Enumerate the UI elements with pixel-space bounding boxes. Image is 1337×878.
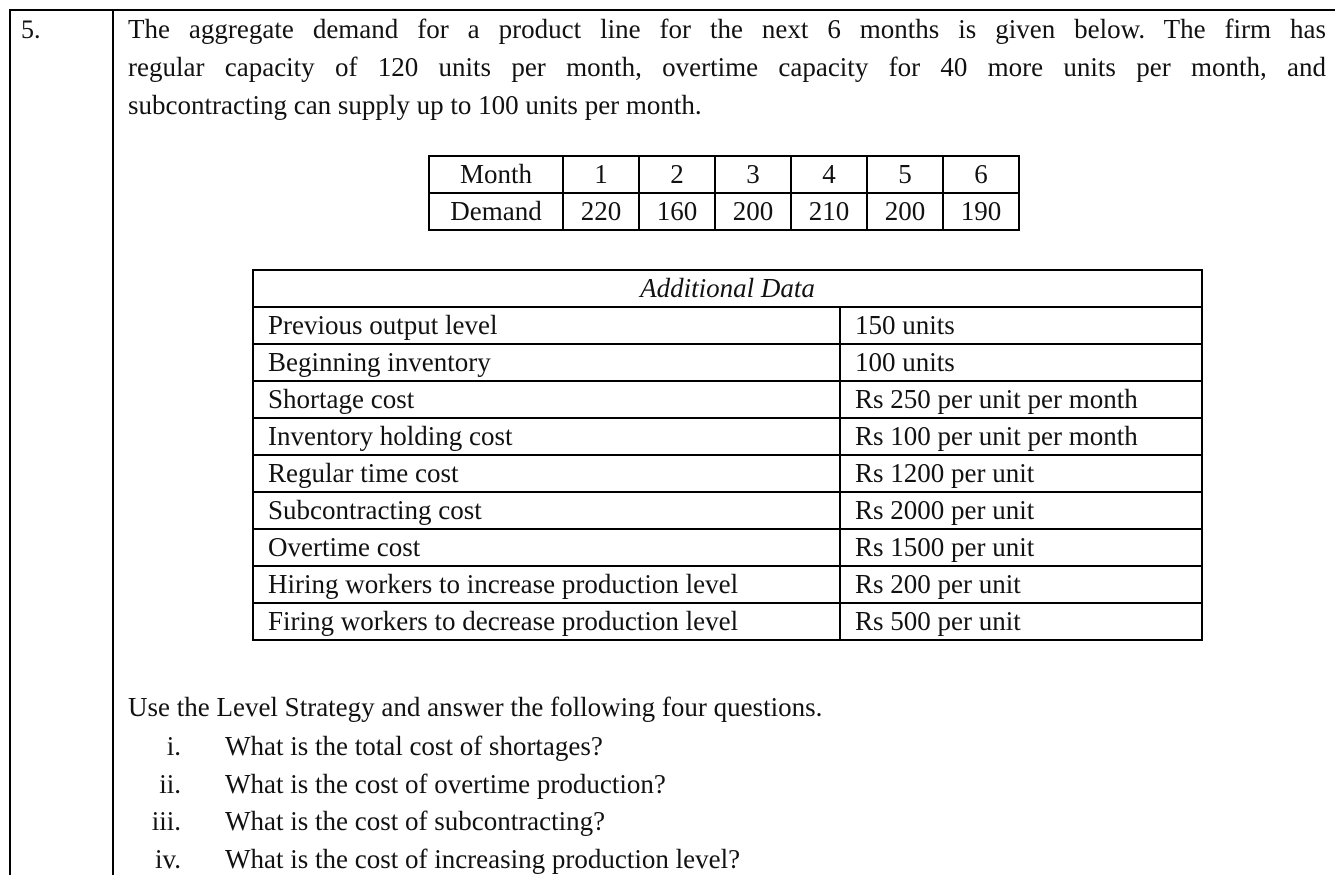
instructions-text: Use the Level Strategy and answer the following four questions.	[128, 688, 822, 726]
demand-cell: 220	[563, 193, 639, 230]
data-label: Shortage cost	[253, 381, 840, 418]
demand-cell: 190	[943, 193, 1019, 230]
month-cell: 3	[715, 156, 791, 193]
caption-row	[253, 270, 1202, 307]
demand-cell: 210	[791, 193, 867, 230]
data-label: Firing workers to decrease production level	[253, 603, 840, 640]
frame-left-border	[9, 9, 11, 875]
data-value: Rs 250 per unit per month	[840, 381, 1202, 418]
sub-question-text: What is the cost of overtime production?	[225, 766, 666, 804]
intro-line: regular capacity of 120 units per month, overtime capacity for 40 more units per month, and	[128, 48, 1326, 86]
month-cell: 1	[563, 156, 639, 193]
data-label: Regular time cost	[253, 455, 840, 492]
month-cell: 2	[639, 156, 715, 193]
sub-question-text: What is the cost of increasing production level?	[225, 841, 740, 878]
demand-row	[429, 193, 1019, 230]
sub-question-numeral: i.	[167, 728, 181, 766]
frame-column-divider	[112, 9, 114, 875]
month-cell: 6	[943, 156, 1019, 193]
sub-question-numeral: iii.	[152, 803, 181, 841]
data-label: Beginning inventory	[253, 344, 840, 381]
sub-question-list	[128, 728, 1028, 878]
sub-question-numeral: ii.	[159, 766, 181, 804]
month-header: Month	[429, 156, 563, 193]
month-row	[429, 156, 1019, 193]
demand-cell: 200	[715, 193, 791, 230]
month-cell: 5	[867, 156, 943, 193]
data-value: Rs 500 per unit	[840, 603, 1202, 640]
question-number: 5.	[21, 12, 41, 48]
demand-header: Demand	[429, 193, 563, 230]
data-label: Overtime cost	[253, 529, 840, 566]
data-row	[253, 344, 1202, 381]
additional-data-table	[252, 269, 1203, 641]
intro-line: subcontracting can supply up to 100 units per month.	[128, 86, 1326, 124]
intro-line: The aggregate demand for a product line for the next 6 months is given below. The firm has	[128, 10, 1326, 48]
data-row	[253, 307, 1202, 344]
data-row	[253, 529, 1202, 566]
data-value: Rs 2000 per unit	[840, 492, 1202, 529]
sub-question-text: What is the cost of subcontracting?	[225, 803, 605, 841]
demand-table	[428, 155, 1020, 231]
data-row	[253, 418, 1202, 455]
month-cell: 4	[791, 156, 867, 193]
data-label: Hiring workers to increase production level	[253, 566, 840, 603]
data-row	[253, 381, 1202, 418]
additional-data-caption: Additional Data	[253, 270, 1202, 307]
data-row	[253, 603, 1202, 640]
data-value: Rs 100 per unit per month	[840, 418, 1202, 455]
data-label: Subcontracting cost	[253, 492, 840, 529]
data-row	[253, 455, 1202, 492]
data-value: Rs 1500 per unit	[840, 529, 1202, 566]
data-value: 100 units	[840, 344, 1202, 381]
data-value: 150 units	[840, 307, 1202, 344]
sub-question	[128, 803, 1028, 841]
data-row	[253, 566, 1202, 603]
sub-question	[128, 728, 1028, 766]
data-label: Inventory holding cost	[253, 418, 840, 455]
data-row	[253, 492, 1202, 529]
question-intro	[128, 10, 1326, 124]
data-value: Rs 200 per unit	[840, 566, 1202, 603]
data-label: Previous output level	[253, 307, 840, 344]
sub-question	[128, 841, 1028, 878]
demand-cell: 200	[867, 193, 943, 230]
sub-question-numeral: iv.	[155, 841, 181, 878]
sub-question	[128, 766, 1028, 804]
sub-question-text: What is the total cost of shortages?	[225, 728, 603, 766]
data-value: Rs 1200 per unit	[840, 455, 1202, 492]
demand-cell: 160	[639, 193, 715, 230]
